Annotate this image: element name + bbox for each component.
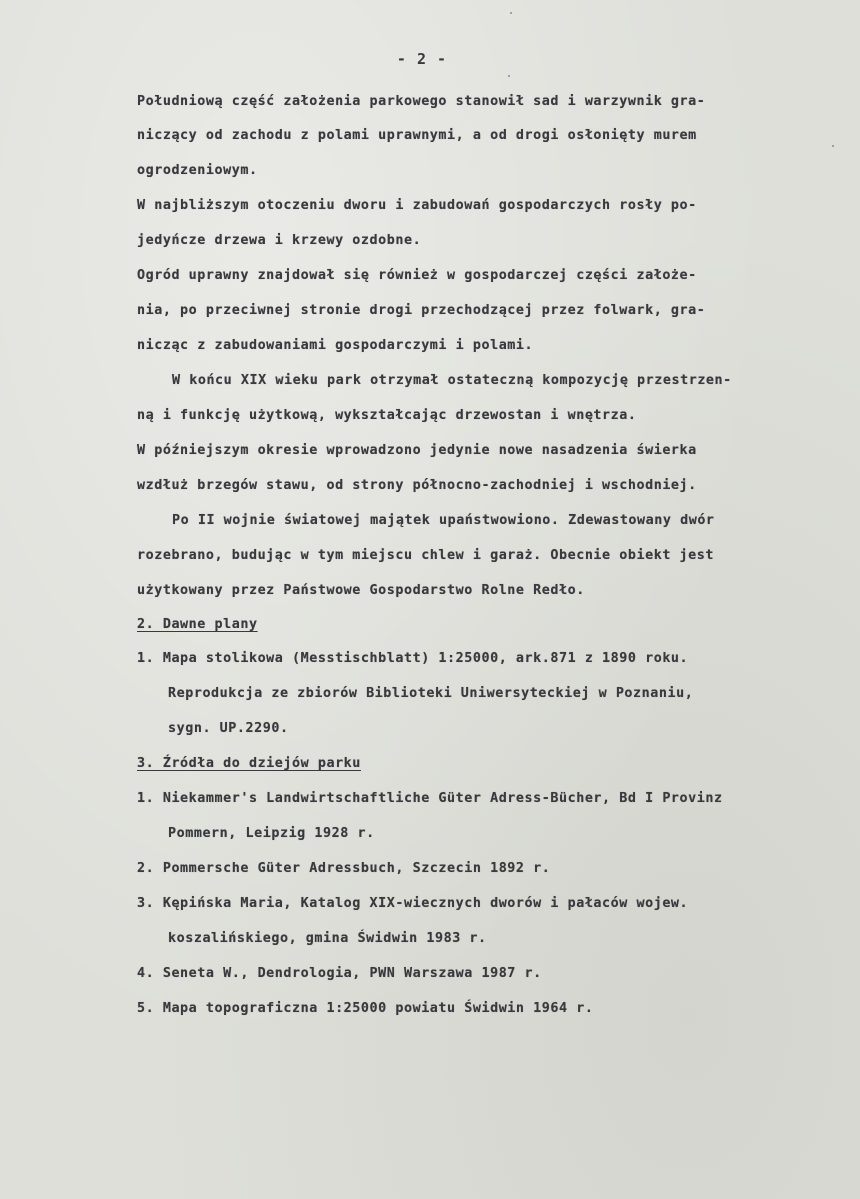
- paper-speck: [510, 12, 512, 14]
- paper-speck: [508, 75, 510, 77]
- text-line: wzdłuż brzegów stawu, od strony północno-zachodniej i wschodniej.: [137, 478, 697, 493]
- section-heading: 3. Źródła do dziejów parku: [137, 756, 361, 771]
- paper-speck: [832, 145, 834, 147]
- text-line: nia, po przeciwnej stronie drogi przechodzącej przez folwark, gra-: [137, 303, 706, 318]
- text-line: W końcu XIX wieku park otrzymał ostateczną kompozycję przestrzen-: [172, 373, 732, 388]
- text-line: ogrodzeniowym.: [137, 163, 258, 178]
- text-line: Południową część założenia parkowego stanowił sad i warzywnik gra-: [137, 94, 706, 109]
- text-line: nicząc z zabudowaniami gospodarczymi i polami.: [137, 338, 534, 353]
- list-item: 1. Niekammer's Landwirtschaftliche Güter Adress-Bücher, Bd I Provinz: [137, 791, 723, 806]
- list-item-continuation: Reprodukcja ze zbiorów Biblioteki Uniwersyteckiej w Poznaniu,: [168, 686, 694, 701]
- section-heading: 2. Dawne plany: [137, 617, 258, 632]
- text-line: rozebrano, budując w tym miejscu chlew i garaż. Obecnie obiekt jest: [137, 548, 714, 563]
- list-item: 3. Kępińska Maria, Katalog XIX-wiecznych dworów i pałaców wojew.: [137, 896, 689, 911]
- page-number: - 2 -: [396, 50, 448, 68]
- text-line: ną i funkcję użytkową, wykształcając drzewostan i wnętrza.: [137, 408, 637, 423]
- list-item: 4. Seneta W., Dendrologia, PWN Warszawa 1987 r.: [137, 966, 542, 981]
- list-item-continuation: Pommern, Leipzig 1928 r.: [168, 826, 375, 841]
- list-item: 1. Mapa stolikowa (Messtischblatt) 1:25000, ark.871 z 1890 roku.: [137, 651, 689, 666]
- text-line: Ogród uprawny znajdował się również w gospodarczej części założe-: [137, 268, 697, 283]
- text-line: Po II wojnie światowej majątek upaństwowiono. Zdewastowany dwór: [172, 513, 715, 528]
- text-line: W późniejszym okresie wprowadzono jedynie nowe nasadzenia świerka: [137, 443, 697, 458]
- text-line: jedyńcze drzewa i krzewy ozdobne.: [137, 233, 422, 248]
- list-item: 5. Mapa topograficzna 1:25000 powiatu Świdwin 1964 r.: [137, 1001, 594, 1016]
- text-line: użytkowany przez Państwowe Gospodarstwo Rolne Redło.: [137, 583, 585, 598]
- list-item: 2. Pommersche Güter Adressbuch, Szczecin 1892 r.: [137, 861, 551, 876]
- list-item-continuation: sygn. UP.2290.: [168, 721, 289, 736]
- text-line: niczący od zachodu z polami uprawnymi, a od drogi osłonięty murem: [137, 128, 697, 143]
- text-line: W najbliższym otoczeniu dworu i zabudowań gospodarczych rosły po-: [137, 198, 697, 213]
- list-item-continuation: koszalińskiego, gmina Świdwin 1983 r.: [168, 931, 487, 946]
